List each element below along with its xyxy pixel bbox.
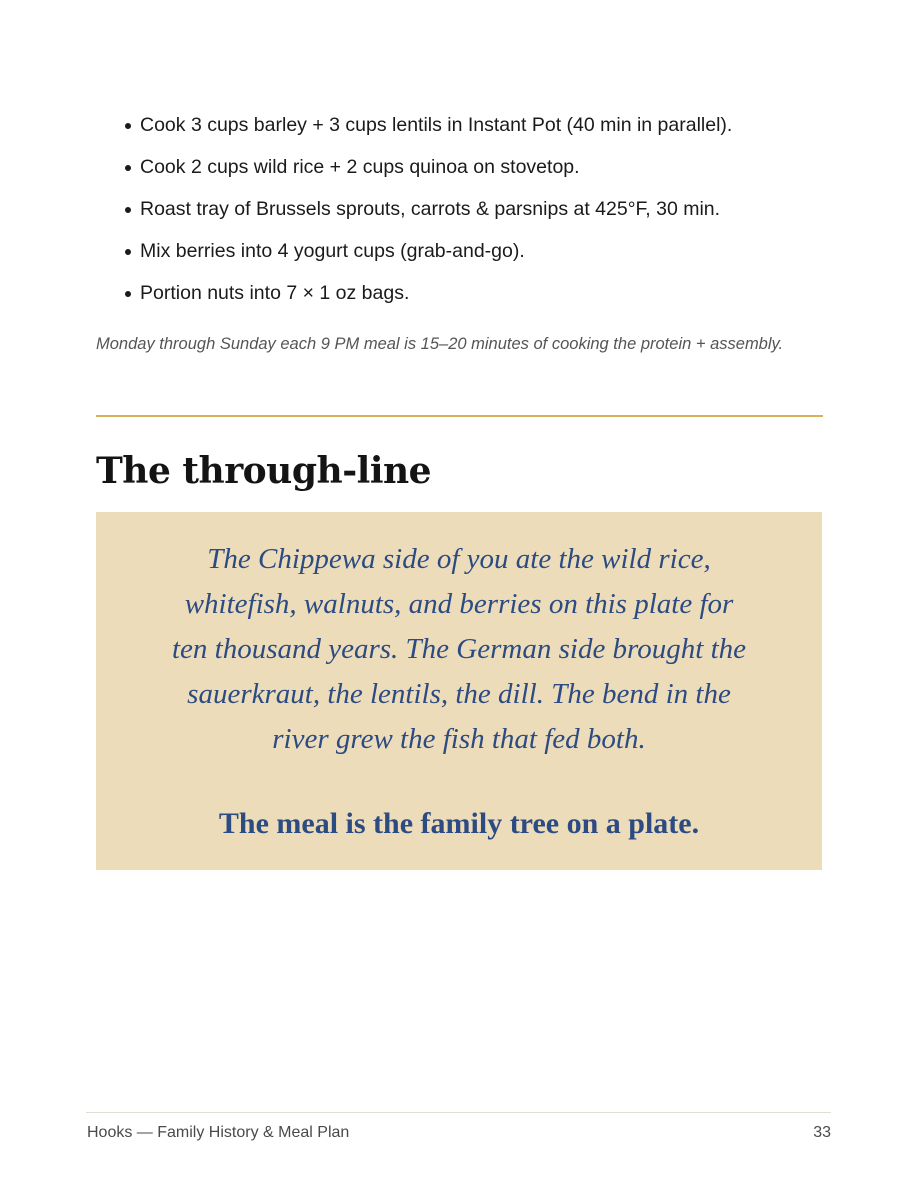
list-item-text: Roast tray of Brussels sprouts, carrots & parsnips at 425°F, 30 min. <box>140 198 721 220</box>
quote-line: sauerkraut, the lentils, the dill. The bend in the <box>187 678 731 710</box>
quote-text <box>96 537 822 762</box>
footer-document-title: Hooks — Family History & Meal Plan <box>87 1124 350 1141</box>
bullet-icon <box>125 165 131 171</box>
callout-quote-box <box>96 512 822 870</box>
section-divider <box>96 415 823 417</box>
footer-page-number: 33 <box>813 1124 831 1141</box>
list-item <box>122 146 732 188</box>
bullet-icon <box>125 249 131 255</box>
prep-steps-list <box>122 104 732 314</box>
bullet-icon <box>125 123 131 129</box>
list-item-text: Mix berries into 4 yogurt cups (grab-and-go). <box>140 240 525 262</box>
list-item-text: Portion nuts into 7 × 1 oz bags. <box>140 282 410 304</box>
bullet-icon <box>125 291 131 297</box>
quote-punchline: The meal is the family tree on a plate. <box>218 807 700 840</box>
bullet-icon <box>125 207 131 213</box>
list-item <box>122 188 732 230</box>
quote-line: whitefish, walnuts, and berries on this plate for <box>184 588 734 620</box>
footer-divider <box>86 1112 831 1113</box>
quote-line: The Chippewa side of you ate the wild rice, <box>207 543 711 575</box>
list-item-text: Cook 2 cups wild rice + 2 cups quinoa on stovetop. <box>140 156 580 178</box>
quote-line: river grew the fish that fed both. <box>272 723 646 755</box>
list-item <box>122 272 732 314</box>
section-title: The through-line <box>96 450 432 492</box>
cooking-time-note: Monday through Sunday each 9 PM meal is 15–20 minutes of cooking the protein + assembly. <box>96 334 784 353</box>
list-item <box>122 104 732 146</box>
list-item <box>122 230 732 272</box>
quote-line: ten thousand years. The German side brought the <box>171 633 747 665</box>
list-item-text: Cook 3 cups barley + 3 cups lentils in Instant Pot (40 min in parallel). <box>140 114 733 136</box>
